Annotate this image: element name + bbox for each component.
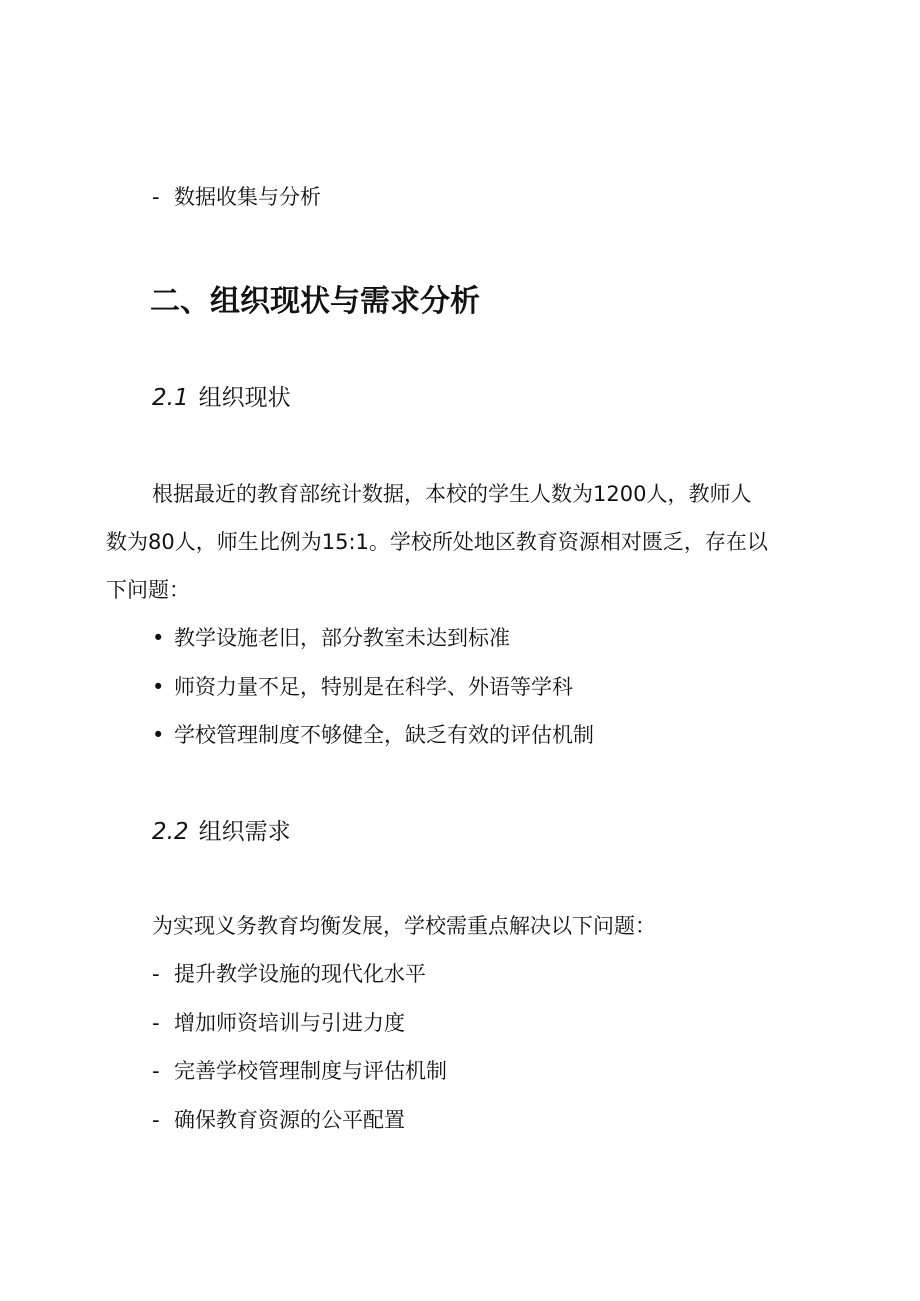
needs-item-text: 提升教学设施的现代化水平 — [174, 962, 426, 986]
needs-list-item — [152, 1057, 447, 1085]
bullet-text: 教学设施老旧，部分教室未达到标准 — [174, 626, 510, 650]
bullet-marker: • — [152, 626, 165, 650]
dash-marker: - — [152, 962, 160, 986]
bullet-item — [152, 673, 573, 701]
bullet-marker: • — [152, 723, 165, 747]
needs-item-text: 确保教育资源的公平配置 — [174, 1108, 405, 1132]
section-title: 二、组织现状与需求分析 — [150, 284, 480, 319]
paragraph-line: 数为80人，师生比例为15:1。学校所处地区教育资源相对匮乏，存在以 — [106, 530, 768, 554]
needs-item-text: 增加师资培训与引进力度 — [174, 1011, 405, 1035]
dash-marker: - — [152, 185, 160, 209]
dash-marker: - — [152, 1059, 160, 1083]
top-list-item — [152, 183, 321, 211]
needs-list-item — [152, 1009, 405, 1037]
subsection-title: 组织需求 — [198, 819, 291, 845]
subsection-number: 2.1 — [152, 385, 189, 411]
bullet-text: 师资力量不足，特别是在科学、外语等学科 — [174, 675, 573, 699]
bullet-item — [152, 721, 594, 749]
paragraph-status — [106, 470, 818, 614]
top-list-item-text: 数据收集与分析 — [174, 185, 321, 209]
dash-marker: - — [152, 1011, 160, 1035]
subsection-heading-2-2 — [152, 816, 291, 848]
subsection-heading-2-1 — [152, 382, 291, 414]
subsection-number: 2.2 — [152, 819, 189, 845]
needs-list-item — [152, 960, 426, 988]
dash-marker: - — [152, 1108, 160, 1132]
paragraph-needs: 为实现义务教育均衡发展，学校需重点解决以下问题： — [152, 914, 656, 938]
needs-list-item — [152, 1106, 405, 1134]
bullet-text: 学校管理制度不够健全，缺乏有效的评估机制 — [174, 723, 594, 747]
subsection-title: 组织现状 — [198, 385, 291, 411]
paragraph-line: 根据最近的教育部统计数据，本校的学生人数为1200人，教师人 — [152, 482, 752, 506]
paragraph-line: 下问题： — [106, 578, 190, 602]
bullet-item — [152, 624, 510, 652]
bullet-marker: • — [152, 675, 165, 699]
needs-item-text: 完善学校管理制度与评估机制 — [174, 1059, 447, 1083]
